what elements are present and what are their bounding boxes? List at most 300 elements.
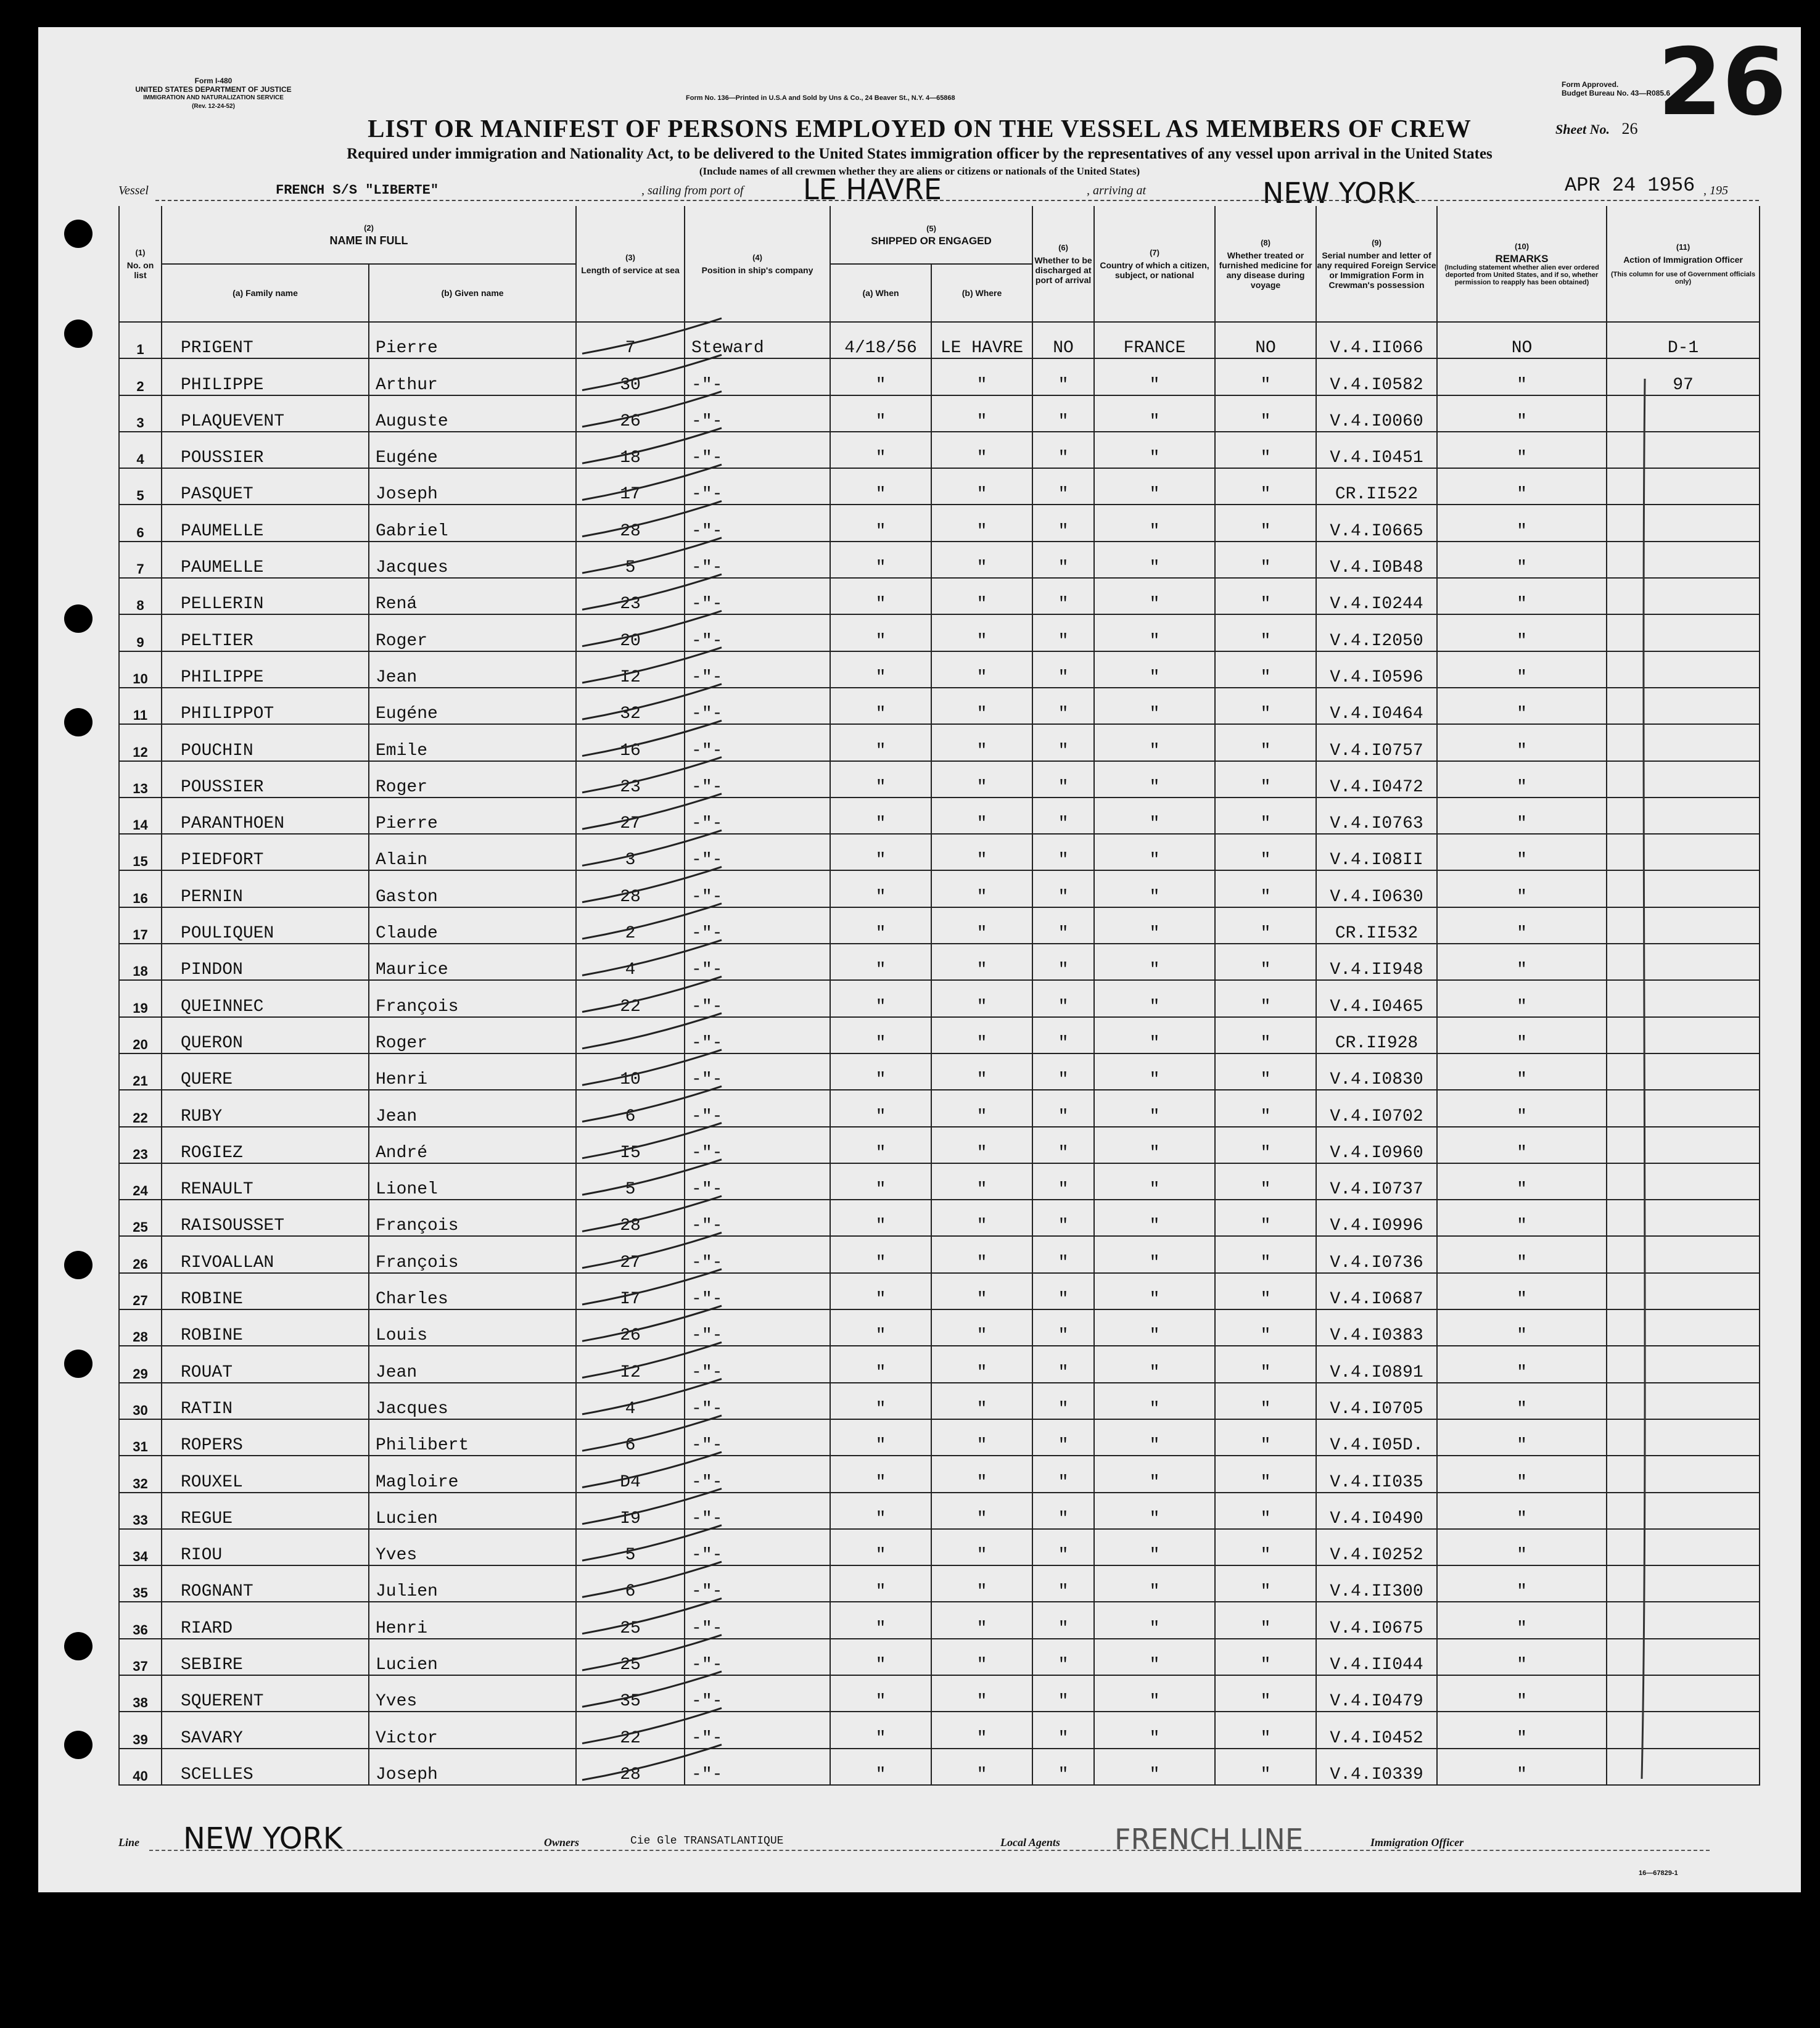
remarks: "	[1437, 688, 1607, 724]
family-name: PAUMELLE	[162, 505, 369, 541]
vessel-line	[118, 173, 1759, 210]
crew-row	[119, 1712, 1760, 1748]
given-name: Rená	[369, 578, 576, 614]
crew-row	[119, 1090, 1760, 1126]
treated: "	[1215, 1053, 1316, 1090]
country: "	[1094, 651, 1215, 688]
sailing-label: , sailing from port of	[641, 184, 744, 197]
given-name: Roger	[369, 614, 576, 651]
serial-number: CR.II928	[1316, 1017, 1437, 1053]
shipped-where: "	[931, 1273, 1032, 1309]
remarks: "	[1437, 505, 1607, 541]
treated: "	[1215, 688, 1316, 724]
country: "	[1094, 432, 1215, 468]
col-no-header: (1) No. on list	[119, 206, 162, 322]
crew-row	[119, 1017, 1760, 1053]
shipped-where: "	[931, 724, 1032, 760]
crew-row	[119, 944, 1760, 980]
shipped-when: "	[830, 468, 931, 505]
service-length: 23	[576, 578, 685, 614]
row-number: 15	[119, 834, 162, 870]
position: -"-	[685, 1456, 830, 1492]
shipped-when: "	[830, 1712, 931, 1748]
officer-action	[1607, 1419, 1760, 1456]
treated: "	[1215, 1017, 1316, 1053]
position: -"-	[685, 1749, 830, 1785]
family-name: ROUXEL	[162, 1456, 369, 1492]
shipped-when: "	[830, 614, 931, 651]
officer-action	[1607, 944, 1760, 980]
position: -"-	[685, 614, 830, 651]
shipped-where: "	[931, 1309, 1032, 1346]
family-name: RATIN	[162, 1383, 369, 1419]
country: "	[1094, 798, 1215, 834]
serial-number: V.4.I0737	[1316, 1163, 1437, 1200]
row-number: 39	[119, 1712, 162, 1748]
remarks: "	[1437, 1749, 1607, 1785]
given-name: Joseph	[369, 468, 576, 505]
given-name: Jacques	[369, 1383, 576, 1419]
punch-hole	[64, 319, 93, 348]
shipped-where: "	[931, 761, 1032, 798]
row-number: 33	[119, 1493, 162, 1529]
treated: "	[1215, 980, 1316, 1016]
discharged: "	[1032, 907, 1094, 944]
given-name: François	[369, 1200, 576, 1236]
officer-action	[1607, 578, 1760, 614]
row-number: 31	[119, 1419, 162, 1456]
position: -"-	[685, 1090, 830, 1126]
country: "	[1094, 1346, 1215, 1382]
serial-number: V.4.I0472	[1316, 761, 1437, 798]
given-name: Eugéne	[369, 688, 576, 724]
service-length: I2	[576, 651, 685, 688]
officer-action	[1607, 1200, 1760, 1236]
vessel-label: Vessel	[118, 184, 149, 197]
family-name: PARANTHOEN	[162, 798, 369, 834]
officer-action	[1607, 1053, 1760, 1090]
form-number: Form I-480	[194, 76, 233, 85]
discharged: "	[1032, 834, 1094, 870]
arriving-label: , arriving at	[1087, 184, 1147, 197]
punch-hole	[64, 708, 93, 736]
shipped-where: "	[931, 1127, 1032, 1163]
remarks: "	[1437, 870, 1607, 907]
remarks: "	[1437, 1419, 1607, 1456]
shipped-when: "	[830, 395, 931, 432]
officer-action: 97	[1607, 358, 1760, 395]
remarks: "	[1437, 358, 1607, 395]
shipped-when: "	[830, 1309, 931, 1346]
shipped-when: "	[830, 432, 931, 468]
shipped-where: "	[931, 1090, 1032, 1126]
position: -"-	[685, 1346, 830, 1382]
treated: "	[1215, 1456, 1316, 1492]
col-family-header: (a) Family name	[162, 264, 369, 322]
treated: "	[1215, 1090, 1316, 1126]
service-length: 6	[576, 1565, 685, 1602]
family-name: ROBINE	[162, 1309, 369, 1346]
country: "	[1094, 1456, 1215, 1492]
col-shipped-header: (5) SHIPPED OR ENGAGED	[830, 206, 1032, 264]
remarks: "	[1437, 1639, 1607, 1675]
family-name: SEBIRE	[162, 1639, 369, 1675]
crew-row	[119, 1346, 1760, 1382]
crew-row	[119, 1053, 1760, 1090]
position: -"-	[685, 1675, 830, 1712]
family-name: POUCHIN	[162, 724, 369, 760]
serial-number: CR.II522	[1316, 468, 1437, 505]
crew-row	[119, 1273, 1760, 1309]
shipped-where: "	[931, 870, 1032, 907]
serial-number: CR.II532	[1316, 907, 1437, 944]
crew-row	[119, 432, 1760, 468]
shipped-where: "	[931, 907, 1032, 944]
country: "	[1094, 688, 1215, 724]
serial-number: V.4.I0383	[1316, 1309, 1437, 1346]
discharged: "	[1032, 980, 1094, 1016]
officer-action	[1607, 1017, 1760, 1053]
crew-row	[119, 1200, 1760, 1236]
treated: "	[1215, 761, 1316, 798]
discharged: "	[1032, 1419, 1094, 1456]
family-name: PHILIPPE	[162, 358, 369, 395]
serial-number: V.4.I0891	[1316, 1346, 1437, 1382]
row-number: 20	[119, 1017, 162, 1053]
sheet-no-value: 26	[1621, 120, 1638, 138]
country: "	[1094, 907, 1215, 944]
family-name: PAUMELLE	[162, 542, 369, 578]
treated: "	[1215, 834, 1316, 870]
shipped-where: "	[931, 1749, 1032, 1785]
treated: "	[1215, 395, 1316, 432]
officer-action	[1607, 468, 1760, 505]
row-number: 10	[119, 651, 162, 688]
family-name: POUSSIER	[162, 432, 369, 468]
family-name: PELLERIN	[162, 578, 369, 614]
given-name: Joseph	[369, 1749, 576, 1785]
service-length: D4	[576, 1456, 685, 1492]
serial-number: V.4.I0687	[1316, 1273, 1437, 1309]
remarks: "	[1437, 1529, 1607, 1565]
vessel-value: FRENCH S/S "LIBERTE"	[276, 183, 439, 198]
officer-action	[1607, 1273, 1760, 1309]
service-length: 27	[576, 798, 685, 834]
crew-row	[119, 724, 1760, 760]
col-remarks-header: (10) REMARKS (Including statement whether alien ever ordered deported from United States, and if so, whether permission to reapply has been obtained)	[1437, 206, 1607, 322]
officer-action	[1607, 1493, 1760, 1529]
position: -"-	[685, 1529, 830, 1565]
country: "	[1094, 614, 1215, 651]
treated: "	[1215, 505, 1316, 541]
row-number: 32	[119, 1456, 162, 1492]
discharged: "	[1032, 395, 1094, 432]
row-number: 36	[119, 1602, 162, 1638]
serial-number: V.4.I0830	[1316, 1053, 1437, 1090]
remarks: "	[1437, 468, 1607, 505]
serial-number: V.4.I0757	[1316, 724, 1437, 760]
country: "	[1094, 1309, 1215, 1346]
remarks: "	[1437, 1565, 1607, 1602]
family-name: RUBY	[162, 1090, 369, 1126]
row-number: 4	[119, 432, 162, 468]
shipped-where: "	[931, 358, 1032, 395]
officer-action	[1607, 761, 1760, 798]
shipped-where: "	[931, 944, 1032, 980]
position: -"-	[685, 578, 830, 614]
treated: "	[1215, 1749, 1316, 1785]
shipped-when: "	[830, 1419, 931, 1456]
position: -"-	[685, 358, 830, 395]
country: "	[1094, 1200, 1215, 1236]
remarks: "	[1437, 1602, 1607, 1638]
remarks: "	[1437, 651, 1607, 688]
service-length: I5	[576, 1127, 685, 1163]
shipped-where: "	[931, 1456, 1032, 1492]
family-name: ROGIEZ	[162, 1127, 369, 1163]
col-serial-header: (9) Serial number and letter of any required Foreign Service or Immigration Form in Crewman's possession	[1316, 206, 1437, 322]
country: "	[1094, 1675, 1215, 1712]
treated: "	[1215, 1529, 1316, 1565]
country: "	[1094, 358, 1215, 395]
discharged: "	[1032, 578, 1094, 614]
crew-row	[119, 798, 1760, 834]
row-number: 24	[119, 1163, 162, 1200]
remarks: "	[1437, 834, 1607, 870]
crew-rows	[119, 322, 1760, 1785]
shipped-when: "	[830, 1639, 931, 1675]
crew-row	[119, 395, 1760, 432]
treated: "	[1215, 1236, 1316, 1272]
service-length: 22	[576, 980, 685, 1016]
shipped-where: "	[931, 1200, 1032, 1236]
remarks: "	[1437, 1090, 1607, 1126]
shipped-when: "	[830, 542, 931, 578]
punch-hole	[64, 1251, 93, 1279]
row-number: 27	[119, 1273, 162, 1309]
position: -"-	[685, 1565, 830, 1602]
officer-action	[1607, 1236, 1760, 1272]
given-name: Arthur	[369, 358, 576, 395]
serial-number: V.4.I2050	[1316, 614, 1437, 651]
serial-number: V.4.I0705	[1316, 1383, 1437, 1419]
serial-number: V.4.I0582	[1316, 358, 1437, 395]
remarks: "	[1437, 761, 1607, 798]
shipped-where: "	[931, 1383, 1032, 1419]
officer-action	[1607, 1163, 1760, 1200]
position: -"-	[685, 542, 830, 578]
family-name: RIVOALLAN	[162, 1236, 369, 1272]
country: "	[1094, 761, 1215, 798]
row-number: 18	[119, 944, 162, 980]
given-name: Yves	[369, 1675, 576, 1712]
remarks: "	[1437, 1053, 1607, 1090]
crew-row	[119, 358, 1760, 395]
serial-number: V.4.I0465	[1316, 980, 1437, 1016]
shipped-when: "	[830, 651, 931, 688]
serial-number: V.4.I0702	[1316, 1090, 1437, 1126]
row-number: 40	[119, 1749, 162, 1785]
country: "	[1094, 578, 1215, 614]
given-name: Claude	[369, 907, 576, 944]
officer-action	[1607, 688, 1760, 724]
discharged: "	[1032, 688, 1094, 724]
crew-row	[119, 1383, 1760, 1419]
date-value: APR 24 1956	[1565, 174, 1695, 197]
row-number: 11	[119, 688, 162, 724]
given-name: Pierre	[369, 322, 576, 358]
serial-number: V.4.I0B48	[1316, 542, 1437, 578]
col-name-header: (2) NAME IN FULL	[162, 206, 576, 264]
remarks: "	[1437, 578, 1607, 614]
row-number: 29	[119, 1346, 162, 1382]
country: "	[1094, 1419, 1215, 1456]
arrival-value: NEW YORK	[1262, 176, 1415, 210]
service-length: 2	[576, 907, 685, 944]
shipped-where: "	[931, 1602, 1032, 1638]
officer-action	[1607, 724, 1760, 760]
discharged: "	[1032, 358, 1094, 395]
service-length: 26	[576, 1309, 685, 1346]
given-name: Magloire	[369, 1456, 576, 1492]
discharged: "	[1032, 1236, 1094, 1272]
row-number: 17	[119, 907, 162, 944]
row-number: 38	[119, 1675, 162, 1712]
treated: "	[1215, 614, 1316, 651]
country: "	[1094, 1529, 1215, 1565]
service-length: 22	[576, 1712, 685, 1748]
shipped-when: "	[830, 1346, 931, 1382]
shipped-when: "	[830, 1383, 931, 1419]
given-name: Lionel	[369, 1163, 576, 1200]
shipped-where: "	[931, 468, 1032, 505]
treated: "	[1215, 578, 1316, 614]
family-name: PHILIPPOT	[162, 688, 369, 724]
bottom-code: 16—67829-1	[1639, 1869, 1678, 1877]
country: "	[1094, 542, 1215, 578]
shipped-when: "	[830, 1127, 931, 1163]
service-length: I9	[576, 1493, 685, 1529]
revision: (Rev. 12-24-52)	[192, 103, 235, 110]
shipped-where: "	[931, 1163, 1032, 1200]
country: "	[1094, 1053, 1215, 1090]
serial-number: V.4.I0960	[1316, 1127, 1437, 1163]
treated: "	[1215, 542, 1316, 578]
position: -"-	[685, 798, 830, 834]
serial-number: V.4.I0339	[1316, 1749, 1437, 1785]
officer-action	[1607, 1309, 1760, 1346]
treated: "	[1215, 1346, 1316, 1382]
discharged: "	[1032, 1309, 1094, 1346]
row-number: 6	[119, 505, 162, 541]
discharged: "	[1032, 1127, 1094, 1163]
officer-action	[1607, 980, 1760, 1016]
shipped-where: "	[931, 1675, 1032, 1712]
line-label: Line	[118, 1836, 139, 1849]
row-number: 35	[119, 1565, 162, 1602]
treated: "	[1215, 468, 1316, 505]
country: "	[1094, 980, 1215, 1016]
position: -"-	[685, 980, 830, 1016]
shipped-when: "	[830, 944, 931, 980]
position: -"-	[685, 724, 830, 760]
serial-number: V.4.II066	[1316, 322, 1437, 358]
service-length: 4	[576, 1383, 685, 1419]
serial-number: V.4.I0464	[1316, 688, 1437, 724]
shipped-when: "	[830, 1053, 931, 1090]
treated: NO	[1215, 322, 1316, 358]
given-name: Charles	[369, 1273, 576, 1309]
position: -"-	[685, 505, 830, 541]
shipped-where: "	[931, 578, 1032, 614]
shipped-where: "	[931, 1053, 1032, 1090]
discharged: "	[1032, 798, 1094, 834]
shipped-when: "	[830, 1236, 931, 1272]
agents-label: Local Agents	[1000, 1836, 1060, 1849]
given-name: Pierre	[369, 798, 576, 834]
remarks: "	[1437, 542, 1607, 578]
serial-number: V.4.I0252	[1316, 1529, 1437, 1565]
crew-row	[119, 322, 1760, 358]
country: "	[1094, 724, 1215, 760]
remarks: "	[1437, 724, 1607, 760]
service-length: 4	[576, 944, 685, 980]
service-length: 23	[576, 761, 685, 798]
service-length: 28	[576, 1200, 685, 1236]
discharged: "	[1032, 1346, 1094, 1382]
family-name: RIARD	[162, 1602, 369, 1638]
country: "	[1094, 1017, 1215, 1053]
remarks: "	[1437, 1273, 1607, 1309]
remarks: "	[1437, 1236, 1607, 1272]
family-name: POUSSIER	[162, 761, 369, 798]
service-length: 5	[576, 542, 685, 578]
row-number: 34	[119, 1529, 162, 1565]
department: UNITED STATES DEPARTMENT OF JUSTICE	[135, 85, 292, 94]
crew-row	[119, 1602, 1760, 1638]
officer-action	[1607, 1529, 1760, 1565]
port-value: LE HAVRE	[803, 173, 942, 206]
given-name: Philibert	[369, 1419, 576, 1456]
crew-row	[119, 1493, 1760, 1529]
shipped-when: "	[830, 578, 931, 614]
discharged: "	[1032, 944, 1094, 980]
treated: "	[1215, 432, 1316, 468]
row-number: 30	[119, 1383, 162, 1419]
col-action-header: (11) Action of Immigration Officer (This column for use of Government officials only)	[1607, 206, 1760, 322]
col-position-header: (4) Position in ship's company	[685, 206, 830, 322]
col-where-header: (b) Where	[931, 264, 1032, 322]
given-name: Eugéne	[369, 432, 576, 468]
shipped-when: 4/18/56	[830, 322, 931, 358]
punch-hole	[64, 1350, 93, 1378]
crew-row	[119, 980, 1760, 1016]
country: "	[1094, 1749, 1215, 1785]
treated: "	[1215, 1493, 1316, 1529]
shipped-where: "	[931, 1639, 1032, 1675]
officer-action	[1607, 1346, 1760, 1382]
given-name: Gaston	[369, 870, 576, 907]
family-name: QUERON	[162, 1017, 369, 1053]
shipped-when: "	[830, 724, 931, 760]
officer-action	[1607, 651, 1760, 688]
discharged: "	[1032, 542, 1094, 578]
crew-row	[119, 505, 1760, 541]
country: "	[1094, 1493, 1215, 1529]
crew-row	[119, 1419, 1760, 1456]
crew-row	[119, 761, 1760, 798]
serial-number: V.4.I0479	[1316, 1675, 1437, 1712]
